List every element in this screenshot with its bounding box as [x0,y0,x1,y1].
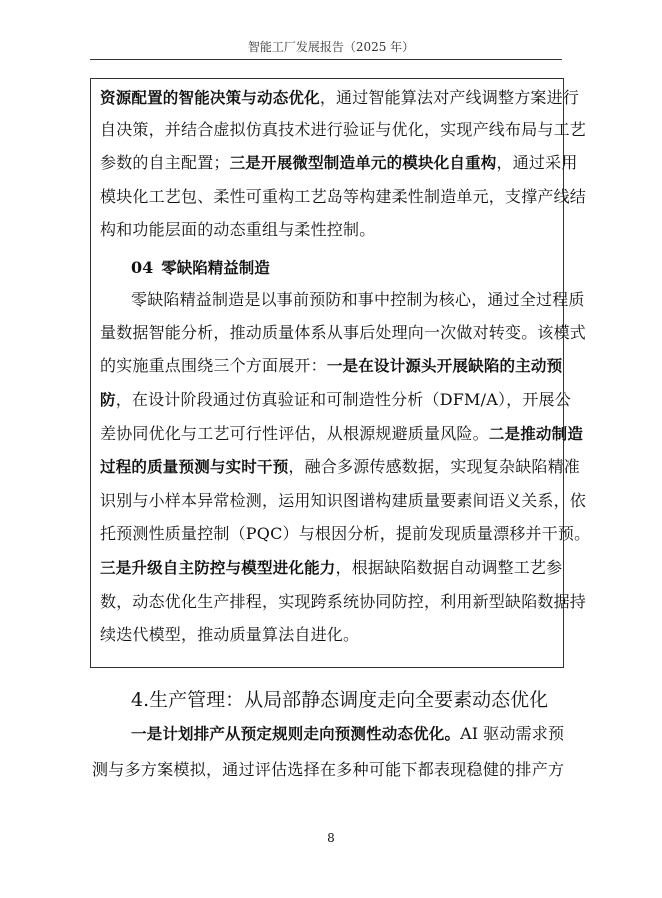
box-line-3 [100,153,578,173]
header-rule [90,59,562,60]
body-text: ，融合多源传感数据，实现复杂缺陷精准 [288,457,581,476]
body-text: 参数的自主配置； [100,153,230,172]
bold-phrase: 一是在设计源头开展缺陷的主动预 [326,357,563,375]
bold-phrase: 一是计划排产从预定规则走向预测性动态优化。 [131,725,461,743]
body-text: 的实施重点围绕三个方面展开： [100,356,327,375]
body-text: 模块化工艺包、柔性可重构工艺岛等构建柔性制造单元，支撑产线结 [100,187,587,206]
body-text: AI 驱动需求预 [460,724,564,743]
section-title: 零缺陷精益制造 [161,259,270,277]
section-line-4 [100,390,571,410]
body-text: 自决策，并结合虚拟仿真技术进行验证与优化，实现产线布局与工艺 [100,120,587,139]
bold-phrase: 过程的质量预测与实时干预 [100,458,289,476]
body-text: 量数据智能分析，推动质量体系从事后处理向一次做对转变。该模式 [100,323,587,342]
section-line-3 [100,356,563,376]
section-heading [131,256,270,278]
box-line-2 [100,120,587,140]
box-line-4 [100,187,587,207]
body-text: 数，动态优化生产排程，实现跨系统协同防控，利用新型缺陷数据持 [100,592,587,611]
box-line-1 [100,88,580,108]
body-text: 零缺陷精益制造是以事前预防和事中控制为核心，通过全过程质 [131,290,585,309]
body-text: 测与多方案模拟，通过评估选择在多种可能下都表现稳健的排产方 [92,760,564,779]
section-line-7 [100,491,587,511]
body-text: ，根据缺陷数据自动调整工艺参 [335,558,563,577]
bold-phrase: 资源配置的智能决策与动态优化 [100,89,320,107]
section-line-8 [100,524,591,544]
section-line-6 [100,457,581,477]
body-text: 构和功能层面的动态重组与柔性控制。 [100,220,376,239]
bold-phrase: 三是升级自主防控与模型进化能力 [100,559,336,577]
body-text: 托预测性质量控制（PQC）与根因分析，提前发现质量漂移并干预。 [100,524,591,543]
section-line-2 [100,323,587,343]
bold-phrase: 三是开展微型制造单元的模块化自重构 [229,154,497,172]
body-text: ，通过智能算法对产线调整方案进行 [319,88,580,107]
body-line-2 [92,760,564,780]
body-text: 续迭代模型，推动质量算法自进化。 [100,625,360,644]
running-header: 智能工厂发展报告（2025 年） [247,40,415,54]
body-text: ，通过采用 [496,153,578,172]
bold-phrase: 二是推动制造 [488,425,584,443]
body-text: 差协同优化与工艺可行性评估，从根源规避质量风险。 [100,424,489,443]
section-heading-4: 4.生产管理：从局部静态调度走向全要素动态优化 [131,689,549,711]
section-line-11 [100,625,556,645]
section-line-9 [100,558,563,578]
section-line-10 [100,592,587,612]
section-line-5 [100,424,584,444]
section-number: 04 [131,258,154,277]
body-line-1 [131,724,564,744]
page-number: 8 [327,831,335,845]
body-text: 识别与小样本异常检测，运用知识图谱构建质量要素间语义关系，依 [100,491,587,510]
section-line-1 [131,290,585,310]
box-line-5 [100,220,556,240]
bold-phrase: 防 [100,391,116,409]
body-text: ，在设计阶段通过仿真验证和可制造性分析（DFM/A），开展公 [115,390,571,409]
